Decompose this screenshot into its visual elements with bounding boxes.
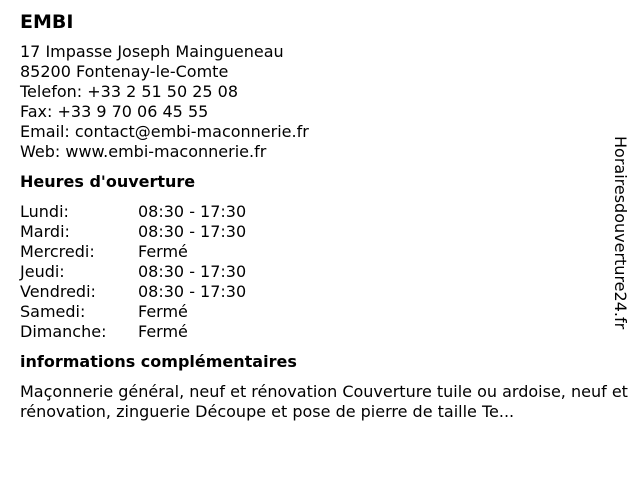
side-brand-text: Horairesdouverture24.fr [611, 136, 630, 330]
hours-day: Vendredi: [20, 282, 96, 301]
hours-time: 08:30 - 17:30 [138, 222, 247, 241]
hours-row [20, 302, 610, 322]
hours-time: Fermé [138, 322, 188, 341]
hours-time: Fermé [138, 302, 188, 321]
hours-row [20, 262, 610, 282]
address-line-1: 17 Impasse Joseph Maingueneau [20, 42, 284, 61]
side-brand [608, 136, 632, 346]
hours-heading: Heures d'ouverture [20, 172, 196, 191]
phone-line: Telefon: +33 2 51 50 25 08 [20, 82, 239, 101]
hours-row [20, 222, 610, 242]
hours-time: Fermé [138, 242, 188, 261]
hours-row [20, 282, 610, 302]
web-line: Web: www.embi-maconnerie.fr [20, 142, 267, 161]
hours-day: Mercredi: [20, 242, 95, 261]
hours-day: Samedi: [20, 302, 86, 321]
hours-day: Mardi: [20, 222, 70, 241]
hours-row [20, 202, 610, 222]
hours-time: 08:30 - 17:30 [138, 262, 247, 281]
hours-day: Jeudi: [20, 262, 65, 281]
hours-row [20, 242, 610, 262]
info-text: Maçonnerie général, neuf et rénovation Couverture tuile ou ardoise, neuf et rénovation, zinguerie Découpe et pose de pierre de taille Te... [20, 382, 628, 421]
business-name: EMBI [20, 11, 74, 33]
fax-line: Fax: +33 9 70 06 45 55 [20, 102, 209, 121]
hours-day: Lundi: [20, 202, 69, 221]
hours-day: Dimanche: [20, 322, 107, 341]
hours-time: 08:30 - 17:30 [138, 202, 247, 221]
hours-row [20, 322, 610, 342]
hours-time: 08:30 - 17:30 [138, 282, 247, 301]
address-line-2: 85200 Fontenay-le-Comte [20, 62, 229, 81]
email-line: Email: contact@embi-maconnerie.fr [20, 122, 309, 141]
info-heading: informations complémentaires [20, 352, 297, 371]
